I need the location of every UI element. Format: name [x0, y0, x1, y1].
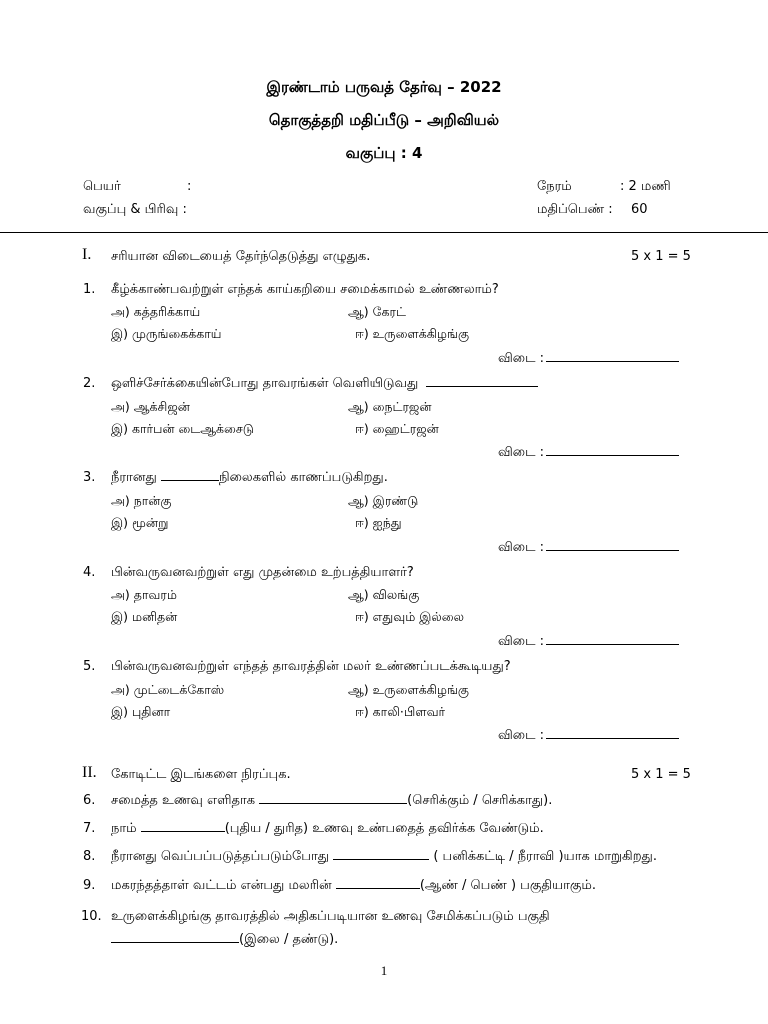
section2-marks: 5 x 1 = 5	[631, 767, 691, 782]
question-number: 3.	[83, 470, 96, 485]
answer-row	[498, 351, 679, 367]
section-label: வகுப்பு & பிரிவு :	[83, 202, 187, 217]
time-value: : 2 மணி	[620, 179, 671, 194]
fill-blank[interactable]	[333, 849, 429, 860]
page-number: 1	[380, 963, 388, 978]
option-c: இ) மூன்று	[111, 515, 169, 530]
option-a: அ) தாவரம்	[111, 587, 177, 602]
answer-blank[interactable]	[546, 728, 679, 739]
answer-label: விடை :	[498, 634, 544, 649]
question-text: கீழ்க்காண்பவற்றுள் எந்தக் காய்கறியை சமைக்காமல் உண்ணலாம்?	[111, 282, 499, 297]
option-a: அ) நான்கு	[111, 493, 172, 508]
answer-row	[498, 540, 679, 556]
fill-text-before: சமைத்த உணவு எளிதாக	[111, 793, 256, 808]
answer-label: விடை :	[498, 445, 544, 460]
answer-blank[interactable]	[546, 445, 679, 456]
option-b: ஆ) கேரட்	[348, 304, 406, 319]
fill-blank[interactable]	[161, 470, 219, 481]
question-text: ஒளிச்சேர்க்கையின்போது தாவரங்கள் வெளியிடுவது	[111, 376, 419, 391]
question-text: பின்வருவனவற்றுள் எந்தத் தாவரத்தின் மலர் உண்ணப்படக்கூடியது?	[111, 659, 511, 674]
option-a: அ) கத்தரிக்காய்	[111, 304, 201, 319]
marks-label: மதிப்பெண் :	[537, 202, 613, 217]
fill-text-before: நாம்	[111, 821, 137, 836]
name-colon: :	[187, 179, 192, 194]
question-text-before: நீரானது	[111, 470, 157, 485]
section2-instruction: கோடிட்ட இடங்களை நிரப்புக.	[111, 767, 291, 782]
option-c: இ) புதினா	[111, 704, 171, 719]
question-number: 1.	[83, 282, 96, 297]
option-d: ஈ) ஐந்து	[355, 515, 402, 530]
question-number: 6.	[83, 793, 96, 808]
fill-question-row	[111, 849, 657, 865]
answer-row	[498, 634, 679, 650]
question-number: 10.	[81, 909, 102, 924]
fill-text-after: (இலை / தண்டு).	[239, 932, 339, 947]
question-row	[111, 376, 538, 392]
option-d: ஈ) ஹைட்ரஜன்	[355, 421, 439, 436]
fill-blank[interactable]	[426, 376, 538, 387]
name-label: பெயர்	[83, 179, 121, 194]
option-d: ஈ) எதுவும் இல்லை	[355, 609, 464, 624]
answer-label: விடை :	[498, 351, 544, 366]
option-c: இ) கார்பன் டைஆக்சைடு	[111, 421, 254, 436]
fill-blank[interactable]	[259, 793, 407, 804]
fill-text-before: நீரானது வெப்பப்படுத்தப்படும்போது	[111, 849, 330, 864]
fill-text-after: (செரிக்கும் / செரிக்காது).	[407, 793, 553, 808]
option-a: அ) முட்டைக்கோஸ்	[111, 682, 225, 697]
section2-number: II.	[82, 764, 97, 781]
exam-title: இரண்டாம் பருவத் தேர்வு – 2022	[266, 78, 502, 96]
option-c: இ) முருங்கைக்காய்	[111, 326, 222, 341]
fill-blank[interactable]	[336, 878, 420, 889]
option-a: அ) ஆக்சிஜன்	[111, 399, 190, 414]
marks-value: 60	[631, 202, 648, 217]
fill-question-row	[111, 821, 544, 837]
answer-blank[interactable]	[546, 351, 679, 362]
option-d: ஈ) உருளைக்கிழங்கு	[355, 326, 469, 341]
question-number: 4.	[83, 565, 96, 580]
question-number: 7.	[83, 821, 96, 836]
question-number: 9.	[83, 878, 96, 893]
answer-label: விடை :	[498, 540, 544, 555]
question-number: 2.	[83, 376, 96, 391]
option-d: ஈ) காலி·பிளவர்	[355, 704, 446, 719]
question-text-after: நிலைகளில் காணப்படுகிறது.	[218, 470, 388, 485]
question-row	[111, 470, 388, 486]
header-divider	[0, 232, 768, 233]
fill-question-row	[111, 793, 552, 809]
option-b: ஆ) உருளைக்கிழங்கு	[348, 682, 469, 697]
option-b: ஆ) விலங்கு	[348, 587, 420, 602]
section1-marks: 5 x 1 = 5	[631, 249, 691, 264]
fill-question-line1: உருளைக்கிழங்கு தாவரத்தில் அதிகப்படியான உணவு சேமிக்கப்படும் பகுதி	[111, 909, 550, 924]
section1-instruction: சரியான விடையைத் தேர்ந்தெடுத்து எழுதுக.	[111, 249, 371, 264]
subject-title: தொகுத்தறி மதிப்பீடு – அறிவியல்	[268, 111, 500, 129]
option-b: ஆ) நைட்ரஜன்	[348, 399, 432, 414]
answer-blank[interactable]	[546, 634, 679, 645]
fill-text-after: ( பனிக்கட்டி / நீராவி )யாக மாறுகிறது.	[433, 849, 657, 864]
answer-row	[498, 445, 679, 461]
fill-text-after: (புதிய / துரித) உணவு உண்பதைத் தவிர்க்க வேண்டும்.	[224, 821, 544, 836]
time-label: நேரம்	[537, 179, 572, 194]
question-number: 8.	[83, 849, 96, 864]
fill-text-after: (ஆண் / பெண் ) பகுதியாகும்.	[419, 878, 596, 893]
fill-blank[interactable]	[141, 821, 225, 832]
fill-blank[interactable]	[111, 932, 239, 943]
question-number: 5.	[83, 659, 96, 674]
fill-question-row	[111, 932, 338, 948]
answer-blank[interactable]	[546, 540, 679, 551]
section1-number: I.	[82, 246, 92, 263]
answer-label: விடை :	[498, 728, 544, 743]
fill-question-row	[111, 878, 596, 894]
fill-text-before: மகரந்தத்தாள் வட்டம் என்பது மலரின்	[111, 878, 332, 893]
question-text: பின்வருவனவற்றுள் எது முதன்மை உற்பத்தியாளர்?	[111, 565, 414, 580]
option-c: இ) மனிதன்	[111, 609, 178, 624]
option-b: ஆ) இரண்டு	[348, 493, 419, 508]
class-line: வகுப்பு : 4	[345, 144, 423, 162]
answer-row	[498, 728, 679, 744]
